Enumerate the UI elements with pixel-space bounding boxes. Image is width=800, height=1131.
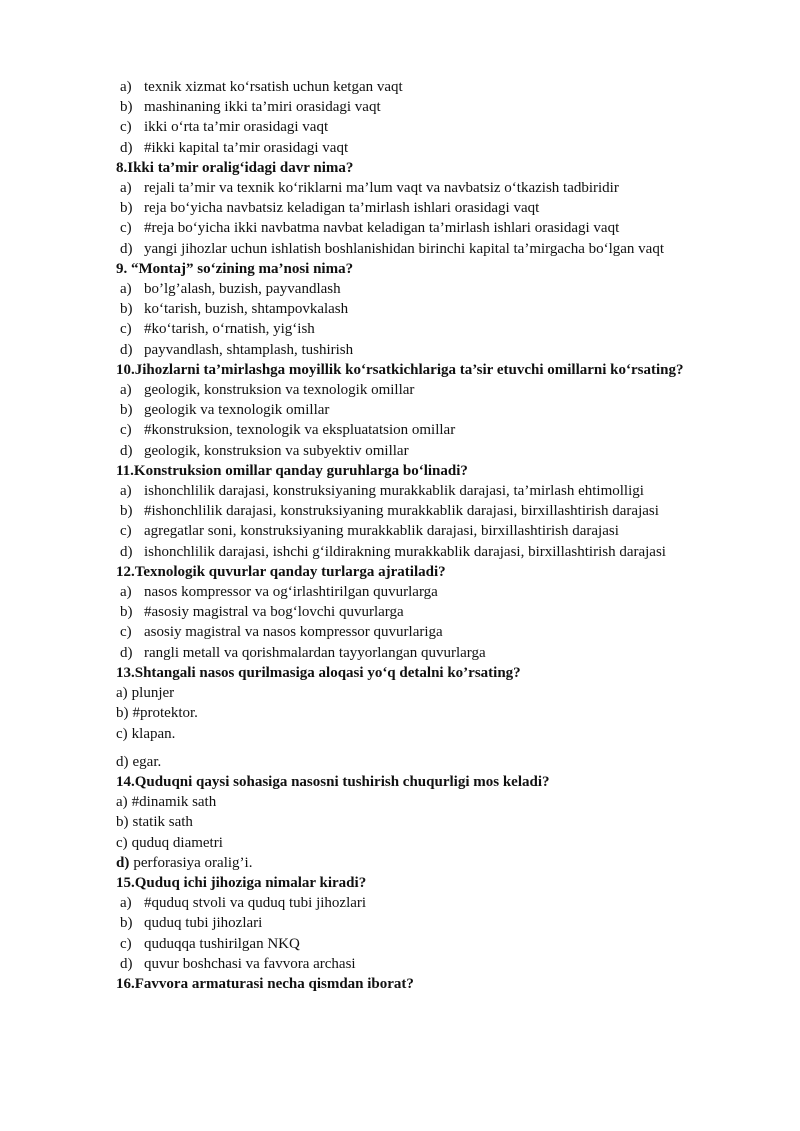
option-marker: d) [116,854,130,871]
option-text: geologik, konstruksion va texnologik omillar [144,382,415,399]
question-heading: 14.Quduqni qaysi sohasiga nasosni tushirish chuqurligi mos keladi? [116,773,550,790]
answer-option [116,97,742,117]
answer-option [116,724,742,744]
option-text: #reja bo‘yicha ikki navbatma navbat keladigan ta’mirlash ishlari orasidagi vaqt [144,220,620,237]
option-text: ishonchlilik darajasi, ishchi g‘ildirakning murakkablik darajasi, birxillashtirish darajasi [144,543,666,560]
question-heading: 10.Jihozlarni ta’mirlashga moyillik ko‘rsatkichlariga ta’sir etuvchi omillarni ko‘rsating? [116,361,684,378]
option-marker: b) [120,503,133,520]
option-text: ishonchlilik darajasi, konstruksiyaning murakkablik darajasi, ta’mirlash ehtimolligi [144,483,644,500]
option-marker: c) [120,220,132,237]
quiz-content [116,77,742,994]
answer-option [116,481,742,501]
answer-option [116,198,742,218]
option-text: nasos kompressor va og‘irlashtirilgan quvurlarga [144,584,438,601]
option-text: reja bo‘yicha navbatsiz keladigan ta’mirlash ishlari orasidagi vaqt [144,200,540,217]
option-text: quduq diametri [131,834,223,851]
option-text: statik sath [132,814,193,831]
option-text: egar. [132,753,162,770]
answer-option [116,622,742,642]
option-marker: c) [120,523,132,540]
option-marker: b) [120,402,133,419]
answer-option [116,934,742,954]
question-heading: 8.Ikki ta’mir oralig‘idagi davr nima? [116,159,354,176]
answer-option [116,833,742,853]
option-marker: b) [120,915,133,932]
answer-option [116,117,742,137]
answer-option [116,582,742,602]
option-text: #konstruksion, texnologik va ekspluatatsion omillar [144,422,456,439]
option-marker: d) [116,753,129,770]
option-text: yangi jihozlar uchun ishlatish boshlanishidan birinchi kapital ta’mirgacha bo‘lgan vaqt [144,240,665,257]
option-text: rejali ta’mir va texnik ko‘riklarni ma’lum vaqt va navbatsiz o‘tkazish tadbiridir [144,180,619,197]
option-marker: c) [120,935,132,952]
option-marker: a) [120,79,132,95]
answer-option [116,441,742,461]
option-marker: c) [120,321,132,338]
question-heading: 9. “Montaj” so‘zining ma’nosi nima? [116,260,354,277]
option-text: #ikki kapital ta’mir orasidagi vaqt [144,139,349,156]
option-text: geologik, konstruksion va subyektiv omillar [144,442,409,459]
option-text: #dinamik sath [131,794,217,811]
answer-option [116,954,742,974]
option-marker: b) [116,814,129,831]
option-text: quvur boshchasi va favvora archasi [144,955,356,972]
option-marker: d) [120,240,133,257]
option-marker: b) [120,301,133,318]
question-heading: 11.Konstruksion omillar qanday guruhlarga bo‘linadi? [116,462,468,479]
option-text: #asosiy magistral va bog‘lovchi quvurlarga [144,604,404,621]
answer-option [116,77,742,97]
answer-option [116,752,742,772]
answer-option [116,683,742,703]
option-text: #ko‘tarish, o‘rnatish, yig‘ish [144,321,315,338]
option-marker: b) [120,604,133,621]
option-marker: c) [120,422,132,439]
question-heading: 13.Shtangali nasos qurilmasiga aloqasi yo‘q detalni ko’rsating? [116,664,521,681]
option-text: #protektor. [132,705,198,722]
question-heading: 12.Texnologik quvurlar qanday turlarga ajratiladi? [116,563,446,580]
answer-option [116,602,742,622]
answer-option [116,893,742,913]
option-marker: c) [116,725,128,742]
answer-option [116,643,742,663]
answer-option [116,792,742,812]
answer-option [116,853,742,873]
option-text: texnik xizmat ko‘rsatish uchun ketgan vaqt [144,79,403,95]
answer-option [116,812,742,832]
answer-option [116,400,742,420]
answer-option [116,913,742,933]
option-text: #ishonchlilik darajasi, konstruksiyaning murakkablik darajasi, birxillashtirish darajasi [144,503,659,520]
option-marker: c) [120,119,132,136]
answer-option [116,420,742,440]
spacer [116,744,742,752]
option-marker: a) [120,180,132,197]
option-marker: a) [116,794,128,811]
option-marker: b) [116,705,129,722]
option-text: payvandlash, shtamplash, tushirish [144,341,354,358]
answer-option [116,299,742,319]
answer-option [116,178,742,198]
option-marker: d) [120,644,133,661]
option-marker: c) [116,834,128,851]
option-text: agregatlar soni, konstruksiyaning murakkablik darajasi, birxillashtirish darajasi [144,523,619,540]
option-marker: a) [120,281,132,298]
option-text: #quduq stvoli va quduq tubi jihozlari [144,895,367,912]
answer-option [116,239,742,259]
option-text: rangli metall va qorishmalardan tayyorlangan quvurlarga [144,644,486,661]
answer-option [116,138,742,158]
answer-option [116,542,742,562]
option-marker: b) [120,99,133,116]
option-text: quduqqa tushirilgan NKQ [144,935,300,952]
option-marker: d) [120,955,133,972]
question-heading: 15.Quduq ichi jihoziga nimalar kiradi? [116,874,367,891]
answer-option [116,218,742,238]
option-marker: a) [116,685,128,702]
answer-option [116,319,742,339]
option-marker: d) [120,442,133,459]
answer-option [116,380,742,400]
option-marker: c) [120,624,132,641]
option-marker: d) [120,543,133,560]
option-text: asosiy magistral va nasos kompressor quvurlariga [144,624,443,641]
option-marker: b) [120,200,133,217]
option-marker: a) [120,584,132,601]
option-marker: d) [120,341,133,358]
option-text: bo’lg’alash, buzish, payvandlash [144,281,341,298]
option-marker: a) [120,483,132,500]
option-marker: a) [120,895,132,912]
answer-option [116,279,742,299]
question-heading: 16.Favvora armaturasi necha qismdan iborat? [116,975,414,992]
option-marker: d) [120,139,133,156]
option-text: geologik va texnologik omillar [144,402,330,419]
answer-option [116,501,742,521]
option-text: mashinaning ikki ta’miri orasidagi vaqt [144,99,381,116]
option-text: ikki o‘rta ta’mir orasidagi vaqt [144,119,329,136]
option-text: perforasiya oralig’i. [133,854,253,871]
option-text: quduq tubi jihozlari [144,915,263,932]
answer-option [116,340,742,360]
option-text: plunjer [131,685,175,702]
answer-option [116,703,742,723]
option-marker: a) [120,382,132,399]
answer-option [116,521,742,541]
option-text: klapan. [131,725,176,742]
option-text: ko‘tarish, buzish, shtampovkalash [144,301,349,318]
